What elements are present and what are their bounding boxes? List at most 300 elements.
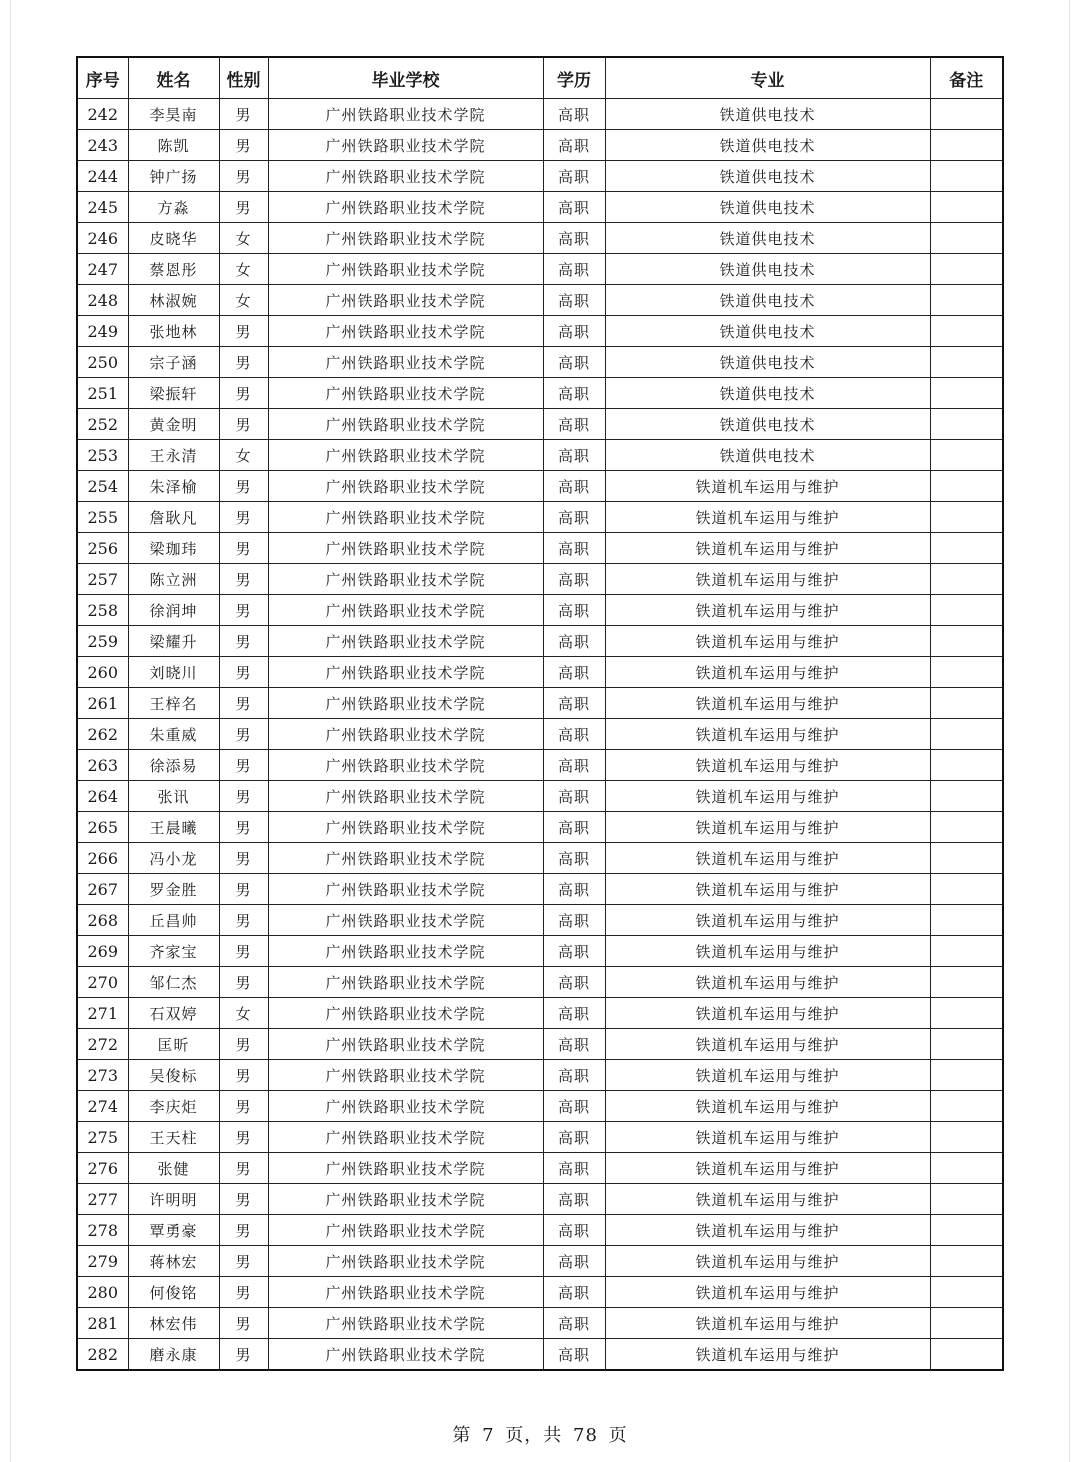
cell-remarks (930, 812, 1003, 843)
header-gender: 性别 (219, 57, 268, 99)
cell-major: 铁道机车运用与维护 (605, 998, 930, 1029)
table-row (77, 1339, 1003, 1371)
cell-school: 广州铁路职业技术学院 (268, 223, 543, 254)
cell-serial-number: 273 (77, 1060, 128, 1091)
cell-education: 高职 (543, 967, 605, 998)
cell-major: 铁道机车运用与维护 (605, 719, 930, 750)
cell-education: 高职 (543, 285, 605, 316)
table-row (77, 285, 1003, 316)
cell-education: 高职 (543, 657, 605, 688)
cell-name: 钟广扬 (128, 161, 219, 192)
cell-remarks (930, 1308, 1003, 1339)
cell-school: 广州铁路职业技术学院 (268, 1246, 543, 1277)
cell-remarks (930, 998, 1003, 1029)
cell-remarks (930, 1215, 1003, 1246)
cell-major: 铁道机车运用与维护 (605, 1060, 930, 1091)
cell-gender: 男 (219, 192, 268, 223)
cell-major: 铁道机车运用与维护 (605, 874, 930, 905)
cell-gender: 男 (219, 347, 268, 378)
cell-serial-number: 277 (77, 1184, 128, 1215)
cell-name: 李庆炬 (128, 1091, 219, 1122)
cell-education: 高职 (543, 1184, 605, 1215)
cell-gender: 男 (219, 564, 268, 595)
cell-serial-number: 246 (77, 223, 128, 254)
cell-serial-number: 281 (77, 1308, 128, 1339)
cell-serial-number: 271 (77, 998, 128, 1029)
cell-major: 铁道供电技术 (605, 192, 930, 223)
cell-remarks (930, 161, 1003, 192)
cell-school: 广州铁路职业技术学院 (268, 1029, 543, 1060)
cell-gender: 男 (219, 471, 268, 502)
table-row (77, 626, 1003, 657)
cell-education: 高职 (543, 378, 605, 409)
cell-serial-number: 245 (77, 192, 128, 223)
cell-major: 铁道机车运用与维护 (605, 1122, 930, 1153)
cell-name: 詹耿凡 (128, 502, 219, 533)
cell-gender: 男 (219, 936, 268, 967)
cell-school: 广州铁路职业技术学院 (268, 347, 543, 378)
cell-name: 皮晓华 (128, 223, 219, 254)
cell-major: 铁道机车运用与维护 (605, 1339, 930, 1371)
footer-prefix: 第 (452, 1425, 472, 1446)
cell-school: 广州铁路职业技术学院 (268, 1339, 543, 1371)
cell-remarks (930, 347, 1003, 378)
cell-school: 广州铁路职业技术学院 (268, 254, 543, 285)
cell-education: 高职 (543, 1153, 605, 1184)
cell-school: 广州铁路职业技术学院 (268, 936, 543, 967)
cell-name: 朱泽榆 (128, 471, 219, 502)
cell-school: 广州铁路职业技术学院 (268, 285, 543, 316)
table-row (77, 781, 1003, 812)
cell-serial-number: 280 (77, 1277, 128, 1308)
cell-remarks (930, 843, 1003, 874)
cell-name: 张健 (128, 1153, 219, 1184)
cell-major: 铁道机车运用与维护 (605, 905, 930, 936)
cell-name: 朱重威 (128, 719, 219, 750)
cell-remarks (930, 409, 1003, 440)
cell-gender: 男 (219, 1091, 268, 1122)
cell-remarks (930, 1060, 1003, 1091)
cell-major: 铁道机车运用与维护 (605, 1091, 930, 1122)
cell-gender: 男 (219, 719, 268, 750)
table-row (77, 409, 1003, 440)
cell-school: 广州铁路职业技术学院 (268, 564, 543, 595)
cell-serial-number: 249 (77, 316, 128, 347)
cell-school: 广州铁路职业技术学院 (268, 1091, 543, 1122)
cell-remarks (930, 440, 1003, 471)
cell-gender: 男 (219, 905, 268, 936)
cell-name: 石双婷 (128, 998, 219, 1029)
cell-gender: 女 (219, 998, 268, 1029)
cell-serial-number: 261 (77, 688, 128, 719)
cell-name: 梁珈玮 (128, 533, 219, 564)
table-row (77, 502, 1003, 533)
cell-gender: 男 (219, 967, 268, 998)
cell-name: 梁耀升 (128, 626, 219, 657)
cell-remarks (930, 192, 1003, 223)
table-row (77, 812, 1003, 843)
cell-major: 铁道机车运用与维护 (605, 1246, 930, 1277)
cell-education: 高职 (543, 502, 605, 533)
cell-school: 广州铁路职业技术学院 (268, 657, 543, 688)
cell-school: 广州铁路职业技术学院 (268, 905, 543, 936)
cell-remarks (930, 781, 1003, 812)
cell-serial-number: 272 (77, 1029, 128, 1060)
cell-gender: 女 (219, 285, 268, 316)
table-row (77, 347, 1003, 378)
cell-remarks (930, 1122, 1003, 1153)
cell-serial-number: 243 (77, 130, 128, 161)
cell-remarks (930, 99, 1003, 130)
table-row (77, 967, 1003, 998)
cell-education: 高职 (543, 99, 605, 130)
cell-serial-number: 279 (77, 1246, 128, 1277)
table-row (77, 1308, 1003, 1339)
cell-major: 铁道机车运用与维护 (605, 471, 930, 502)
cell-school: 广州铁路职业技术学院 (268, 440, 543, 471)
cell-serial-number: 262 (77, 719, 128, 750)
cell-remarks (930, 1091, 1003, 1122)
cell-name: 冯小龙 (128, 843, 219, 874)
cell-name: 王梓名 (128, 688, 219, 719)
cell-gender: 男 (219, 130, 268, 161)
cell-name: 吴俊标 (128, 1060, 219, 1091)
cell-education: 高职 (543, 347, 605, 378)
cell-major: 铁道机车运用与维护 (605, 657, 930, 688)
cell-major: 铁道供电技术 (605, 409, 930, 440)
cell-remarks (930, 285, 1003, 316)
cell-serial-number: 264 (77, 781, 128, 812)
cell-serial-number: 255 (77, 502, 128, 533)
cell-education: 高职 (543, 812, 605, 843)
cell-major: 铁道机车运用与维护 (605, 1277, 930, 1308)
cell-gender: 男 (219, 843, 268, 874)
cell-gender: 男 (219, 626, 268, 657)
header-row (77, 57, 1003, 99)
cell-education: 高职 (543, 1091, 605, 1122)
cell-education: 高职 (543, 471, 605, 502)
table-row (77, 874, 1003, 905)
table-row (77, 1246, 1003, 1277)
cell-major: 铁道机车运用与维护 (605, 1153, 930, 1184)
cell-name: 许明明 (128, 1184, 219, 1215)
table-row (77, 688, 1003, 719)
cell-school: 广州铁路职业技术学院 (268, 719, 543, 750)
table-row (77, 719, 1003, 750)
cell-major: 铁道机车运用与维护 (605, 688, 930, 719)
cell-education: 高职 (543, 223, 605, 254)
cell-major: 铁道供电技术 (605, 440, 930, 471)
cell-school: 广州铁路职业技术学院 (268, 1060, 543, 1091)
header-school: 毕业学校 (268, 57, 543, 99)
cell-gender: 男 (219, 161, 268, 192)
table-row (77, 223, 1003, 254)
cell-education: 高职 (543, 316, 605, 347)
cell-education: 高职 (543, 409, 605, 440)
footer-suffix: 页 (608, 1425, 628, 1446)
cell-school: 广州铁路职业技术学院 (268, 998, 543, 1029)
cell-gender: 女 (219, 223, 268, 254)
cell-gender: 男 (219, 657, 268, 688)
cell-school: 广州铁路职业技术学院 (268, 502, 543, 533)
cell-education: 高职 (543, 440, 605, 471)
table-row (77, 161, 1003, 192)
cell-gender: 女 (219, 254, 268, 285)
table-row (77, 595, 1003, 626)
cell-school: 广州铁路职业技术学院 (268, 874, 543, 905)
cell-major: 铁道机车运用与维护 (605, 843, 930, 874)
cell-remarks (930, 936, 1003, 967)
cell-gender: 男 (219, 750, 268, 781)
cell-gender: 男 (219, 1153, 268, 1184)
cell-education: 高职 (543, 1060, 605, 1091)
cell-remarks (930, 719, 1003, 750)
cell-remarks (930, 905, 1003, 936)
cell-remarks (930, 502, 1003, 533)
cell-name: 罗金胜 (128, 874, 219, 905)
table-row (77, 1153, 1003, 1184)
cell-school: 广州铁路职业技术学院 (268, 130, 543, 161)
page-footer (0, 1421, 1080, 1447)
cell-school: 广州铁路职业技术学院 (268, 750, 543, 781)
header-education: 学历 (543, 57, 605, 99)
cell-major: 铁道机车运用与维护 (605, 533, 930, 564)
table-body (77, 99, 1003, 1371)
cell-major: 铁道机车运用与维护 (605, 1184, 930, 1215)
cell-major: 铁道机车运用与维护 (605, 595, 930, 626)
cell-school: 广州铁路职业技术学院 (268, 812, 543, 843)
cell-serial-number: 263 (77, 750, 128, 781)
footer-total-pages: 78 (573, 1425, 598, 1446)
table-row (77, 843, 1003, 874)
cell-major: 铁道供电技术 (605, 161, 930, 192)
cell-major: 铁道供电技术 (605, 223, 930, 254)
cell-major: 铁道机车运用与维护 (605, 1215, 930, 1246)
cell-remarks (930, 874, 1003, 905)
cell-major: 铁道机车运用与维护 (605, 626, 930, 657)
cell-education: 高职 (543, 595, 605, 626)
cell-gender: 男 (219, 812, 268, 843)
table-row (77, 1091, 1003, 1122)
cell-major: 铁道机车运用与维护 (605, 1308, 930, 1339)
table-row (77, 471, 1003, 502)
cell-major: 铁道机车运用与维护 (605, 564, 930, 595)
cell-remarks (930, 688, 1003, 719)
cell-school: 广州铁路职业技术学院 (268, 1153, 543, 1184)
table-row (77, 905, 1003, 936)
table-row (77, 1122, 1003, 1153)
cell-serial-number: 254 (77, 471, 128, 502)
table-row (77, 533, 1003, 564)
header-major: 专业 (605, 57, 930, 99)
cell-name: 蔡恩彤 (128, 254, 219, 285)
cell-serial-number: 260 (77, 657, 128, 688)
table-row (77, 750, 1003, 781)
cell-remarks (930, 316, 1003, 347)
cell-remarks (930, 223, 1003, 254)
table-row (77, 254, 1003, 285)
table-row (77, 1029, 1003, 1060)
cell-remarks (930, 750, 1003, 781)
cell-remarks (930, 564, 1003, 595)
cell-name: 方淼 (128, 192, 219, 223)
cell-education: 高职 (543, 905, 605, 936)
table-row (77, 1215, 1003, 1246)
cell-major: 铁道供电技术 (605, 316, 930, 347)
cell-school: 广州铁路职业技术学院 (268, 688, 543, 719)
cell-gender: 男 (219, 1184, 268, 1215)
cell-remarks (930, 1029, 1003, 1060)
cell-serial-number: 265 (77, 812, 128, 843)
cell-education: 高职 (543, 533, 605, 564)
cell-serial-number: 242 (77, 99, 128, 130)
cell-school: 广州铁路职业技术学院 (268, 1277, 543, 1308)
cell-name: 蒋林宏 (128, 1246, 219, 1277)
cell-serial-number: 275 (77, 1122, 128, 1153)
cell-school: 广州铁路职业技术学院 (268, 781, 543, 812)
cell-education: 高职 (543, 1277, 605, 1308)
cell-major: 铁道供电技术 (605, 99, 930, 130)
cell-gender: 女 (219, 440, 268, 471)
footer-current-page: 7 (482, 1425, 495, 1446)
cell-school: 广州铁路职业技术学院 (268, 533, 543, 564)
cell-education: 高职 (543, 998, 605, 1029)
cell-remarks (930, 533, 1003, 564)
page-edge-left (10, 0, 11, 1462)
cell-serial-number: 257 (77, 564, 128, 595)
cell-serial-number: 247 (77, 254, 128, 285)
cell-serial-number: 282 (77, 1339, 128, 1371)
cell-remarks (930, 1246, 1003, 1277)
cell-serial-number: 253 (77, 440, 128, 471)
cell-education: 高职 (543, 688, 605, 719)
cell-major: 铁道供电技术 (605, 285, 930, 316)
cell-name: 徐润坤 (128, 595, 219, 626)
cell-remarks (930, 1339, 1003, 1371)
cell-name: 覃勇豪 (128, 1215, 219, 1246)
cell-serial-number: 244 (77, 161, 128, 192)
cell-school: 广州铁路职业技术学院 (268, 1215, 543, 1246)
cell-education: 高职 (543, 1246, 605, 1277)
cell-remarks (930, 130, 1003, 161)
cell-major: 铁道机车运用与维护 (605, 750, 930, 781)
cell-name: 黄金明 (128, 409, 219, 440)
cell-education: 高职 (543, 626, 605, 657)
table-row (77, 316, 1003, 347)
cell-remarks (930, 471, 1003, 502)
cell-school: 广州铁路职业技术学院 (268, 1122, 543, 1153)
cell-remarks (930, 626, 1003, 657)
cell-gender: 男 (219, 1246, 268, 1277)
cell-education: 高职 (543, 719, 605, 750)
cell-name: 刘晓川 (128, 657, 219, 688)
cell-name: 陈凯 (128, 130, 219, 161)
table-header (77, 57, 1003, 99)
header-remarks: 备注 (930, 57, 1003, 99)
cell-gender: 男 (219, 1029, 268, 1060)
cell-name: 王晨曦 (128, 812, 219, 843)
table-row (77, 657, 1003, 688)
cell-education: 高职 (543, 1029, 605, 1060)
table-row (77, 1184, 1003, 1215)
cell-remarks (930, 1184, 1003, 1215)
cell-education: 高职 (543, 161, 605, 192)
cell-education: 高职 (543, 1122, 605, 1153)
cell-name: 丘昌帅 (128, 905, 219, 936)
cell-gender: 男 (219, 874, 268, 905)
cell-serial-number: 248 (77, 285, 128, 316)
cell-serial-number: 251 (77, 378, 128, 409)
cell-name: 张讯 (128, 781, 219, 812)
cell-gender: 男 (219, 688, 268, 719)
cell-remarks (930, 967, 1003, 998)
cell-name: 匡昕 (128, 1029, 219, 1060)
table-row (77, 1277, 1003, 1308)
footer-middle: 页，共 (505, 1425, 563, 1446)
cell-gender: 男 (219, 409, 268, 440)
cell-serial-number: 274 (77, 1091, 128, 1122)
cell-gender: 男 (219, 533, 268, 564)
cell-education: 高职 (543, 781, 605, 812)
cell-name: 陈立洲 (128, 564, 219, 595)
cell-name: 梁振轩 (128, 378, 219, 409)
cell-major: 铁道供电技术 (605, 378, 930, 409)
cell-school: 广州铁路职业技术学院 (268, 316, 543, 347)
cell-school: 广州铁路职业技术学院 (268, 595, 543, 626)
cell-education: 高职 (543, 130, 605, 161)
cell-major: 铁道机车运用与维护 (605, 812, 930, 843)
cell-name: 磨永康 (128, 1339, 219, 1371)
cell-education: 高职 (543, 843, 605, 874)
cell-name: 李昊南 (128, 99, 219, 130)
cell-education: 高职 (543, 936, 605, 967)
cell-serial-number: 259 (77, 626, 128, 657)
cell-gender: 男 (219, 1339, 268, 1371)
cell-remarks (930, 378, 1003, 409)
cell-serial-number: 269 (77, 936, 128, 967)
cell-major: 铁道机车运用与维护 (605, 936, 930, 967)
page-edge-right (1069, 0, 1070, 1462)
cell-school: 广州铁路职业技术学院 (268, 1184, 543, 1215)
cell-education: 高职 (543, 750, 605, 781)
cell-name: 林宏伟 (128, 1308, 219, 1339)
cell-serial-number: 278 (77, 1215, 128, 1246)
roster-table (76, 56, 1004, 1371)
cell-education: 高职 (543, 1308, 605, 1339)
table-row (77, 1060, 1003, 1091)
cell-name: 王永清 (128, 440, 219, 471)
cell-gender: 男 (219, 1215, 268, 1246)
cell-education: 高职 (543, 874, 605, 905)
cell-education: 高职 (543, 1215, 605, 1246)
cell-major: 铁道机车运用与维护 (605, 781, 930, 812)
cell-remarks (930, 254, 1003, 285)
cell-gender: 男 (219, 1277, 268, 1308)
header-name: 姓名 (128, 57, 219, 99)
cell-major: 铁道供电技术 (605, 130, 930, 161)
header-serial-number: 序号 (77, 57, 128, 99)
cell-school: 广州铁路职业技术学院 (268, 99, 543, 130)
cell-name: 宗子涵 (128, 347, 219, 378)
cell-name: 齐家宝 (128, 936, 219, 967)
table-row (77, 378, 1003, 409)
cell-school: 广州铁路职业技术学院 (268, 409, 543, 440)
cell-school: 广州铁路职业技术学院 (268, 161, 543, 192)
cell-serial-number: 268 (77, 905, 128, 936)
cell-remarks (930, 1153, 1003, 1184)
cell-name: 何俊铭 (128, 1277, 219, 1308)
cell-school: 广州铁路职业技术学院 (268, 471, 543, 502)
